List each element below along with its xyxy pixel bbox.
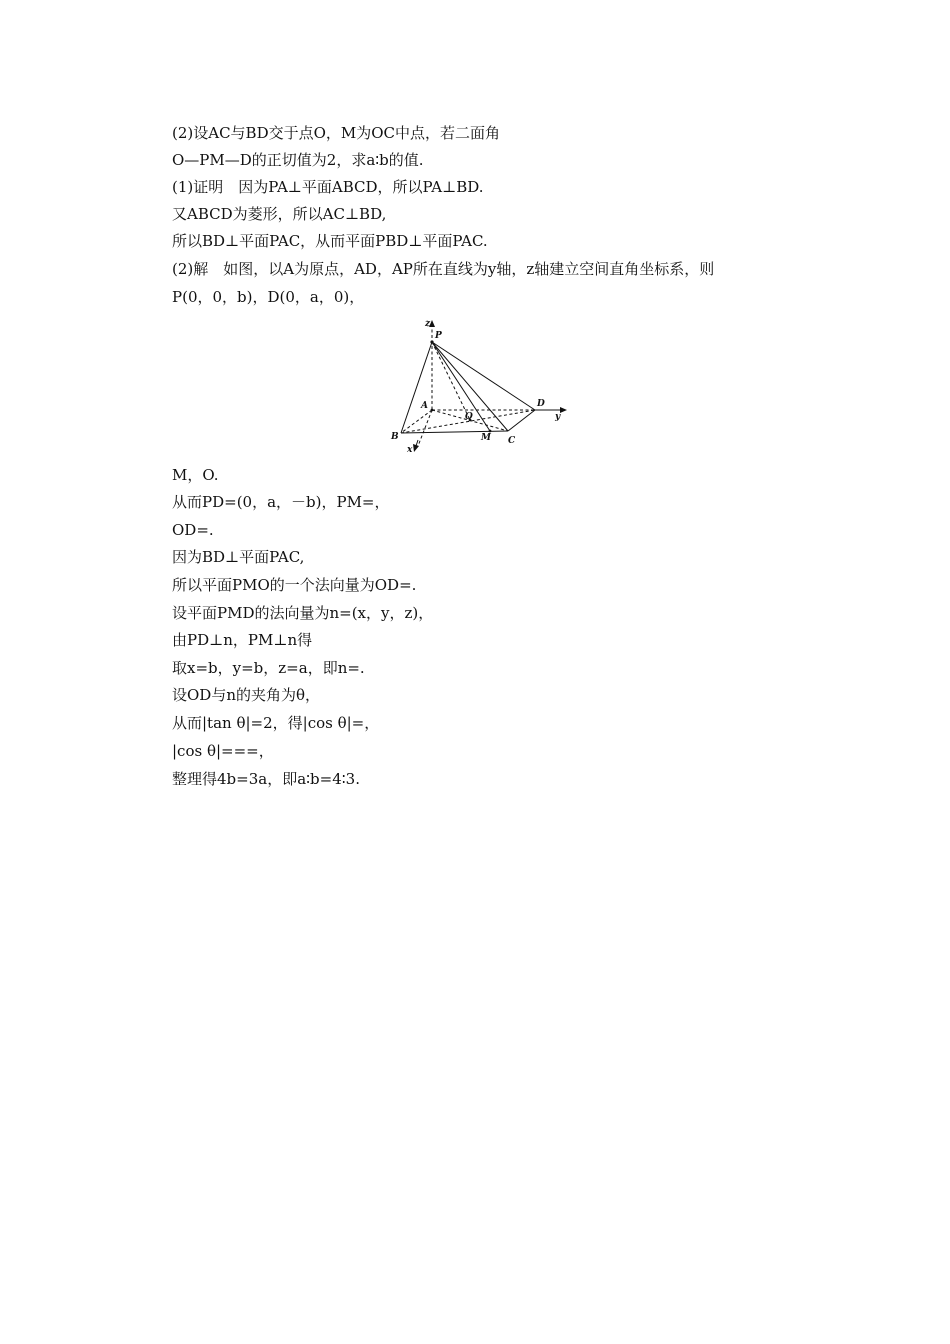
solution-line-10: 取x=b，y=b，z=a，即n=. — [172, 659, 365, 677]
solution-line-1: (2)解 如图，以A为原点，AD，AP所在直线为y轴，z轴建立空间直角坐标系，则 — [172, 260, 715, 278]
edge-PB — [401, 342, 432, 433]
solution-line-7: 所以平面PMO的一个法向量为OD=. — [172, 576, 417, 594]
solution-line-11: 设OD与n的夹角为θ， — [172, 686, 321, 704]
pyramid-diagram — [385, 316, 575, 456]
solution-line-14: 整理得4b=3a，即a∶b=4∶3. — [172, 770, 360, 788]
proof-line-1: (1)证明 因为PA⊥平面ABCD，所以PA⊥BD. — [172, 178, 484, 196]
question-line-1: (2)设AC与BD交于点O，M为OC中点，若二面角 — [172, 124, 501, 142]
solution-line-12: 从而|tan θ|=2，得|cos θ|=， — [172, 714, 380, 732]
y-arrow — [560, 407, 567, 413]
solution-line-3: M，O. — [172, 466, 219, 484]
label-M: M — [481, 433, 491, 443]
edge-PD — [432, 342, 535, 410]
edge-CD — [508, 410, 535, 431]
proof-line-3: 所以BD⊥平面PAC，从而平面PBD⊥平面PAC. — [172, 232, 488, 250]
point-A — [431, 409, 434, 412]
label-z: z — [425, 319, 431, 329]
solution-line-13: |cos θ|===， — [172, 742, 274, 760]
label-A: A — [421, 401, 428, 411]
solution-line-2: P(0，0，b)，D(0，a，0)， — [172, 288, 365, 306]
line-PO — [432, 342, 470, 420]
label-P: P — [435, 331, 442, 341]
question-line-2: O—PM—D的正切值为2，求a∶b的值. — [172, 151, 424, 169]
solution-line-5: OD=. — [172, 521, 214, 539]
label-x: x — [407, 445, 413, 455]
solution-line-8: 设平面PMD的法向量为n=(x，y，z)， — [172, 604, 434, 622]
label-C: C — [508, 436, 516, 446]
solution-line-9: 由PD⊥n，PM⊥n得 — [172, 631, 313, 649]
label-D: D — [537, 399, 545, 409]
label-B: B — [391, 432, 399, 442]
pyramid-coordinate-figure — [385, 316, 575, 456]
point-M — [489, 430, 492, 433]
x-arrow — [413, 444, 419, 452]
label-y: y — [555, 412, 561, 422]
proof-line-2: 又ABCD为菱形，所以AC⊥BD, — [172, 205, 387, 223]
point-P — [430, 340, 433, 343]
solution-line-6: 因为BD⊥平面PAC, — [172, 548, 305, 566]
label-O: O — [465, 412, 473, 422]
solution-line-4: 从而PD=(0，a，－b)，PM=， — [172, 493, 390, 511]
edge-BC — [401, 431, 508, 433]
